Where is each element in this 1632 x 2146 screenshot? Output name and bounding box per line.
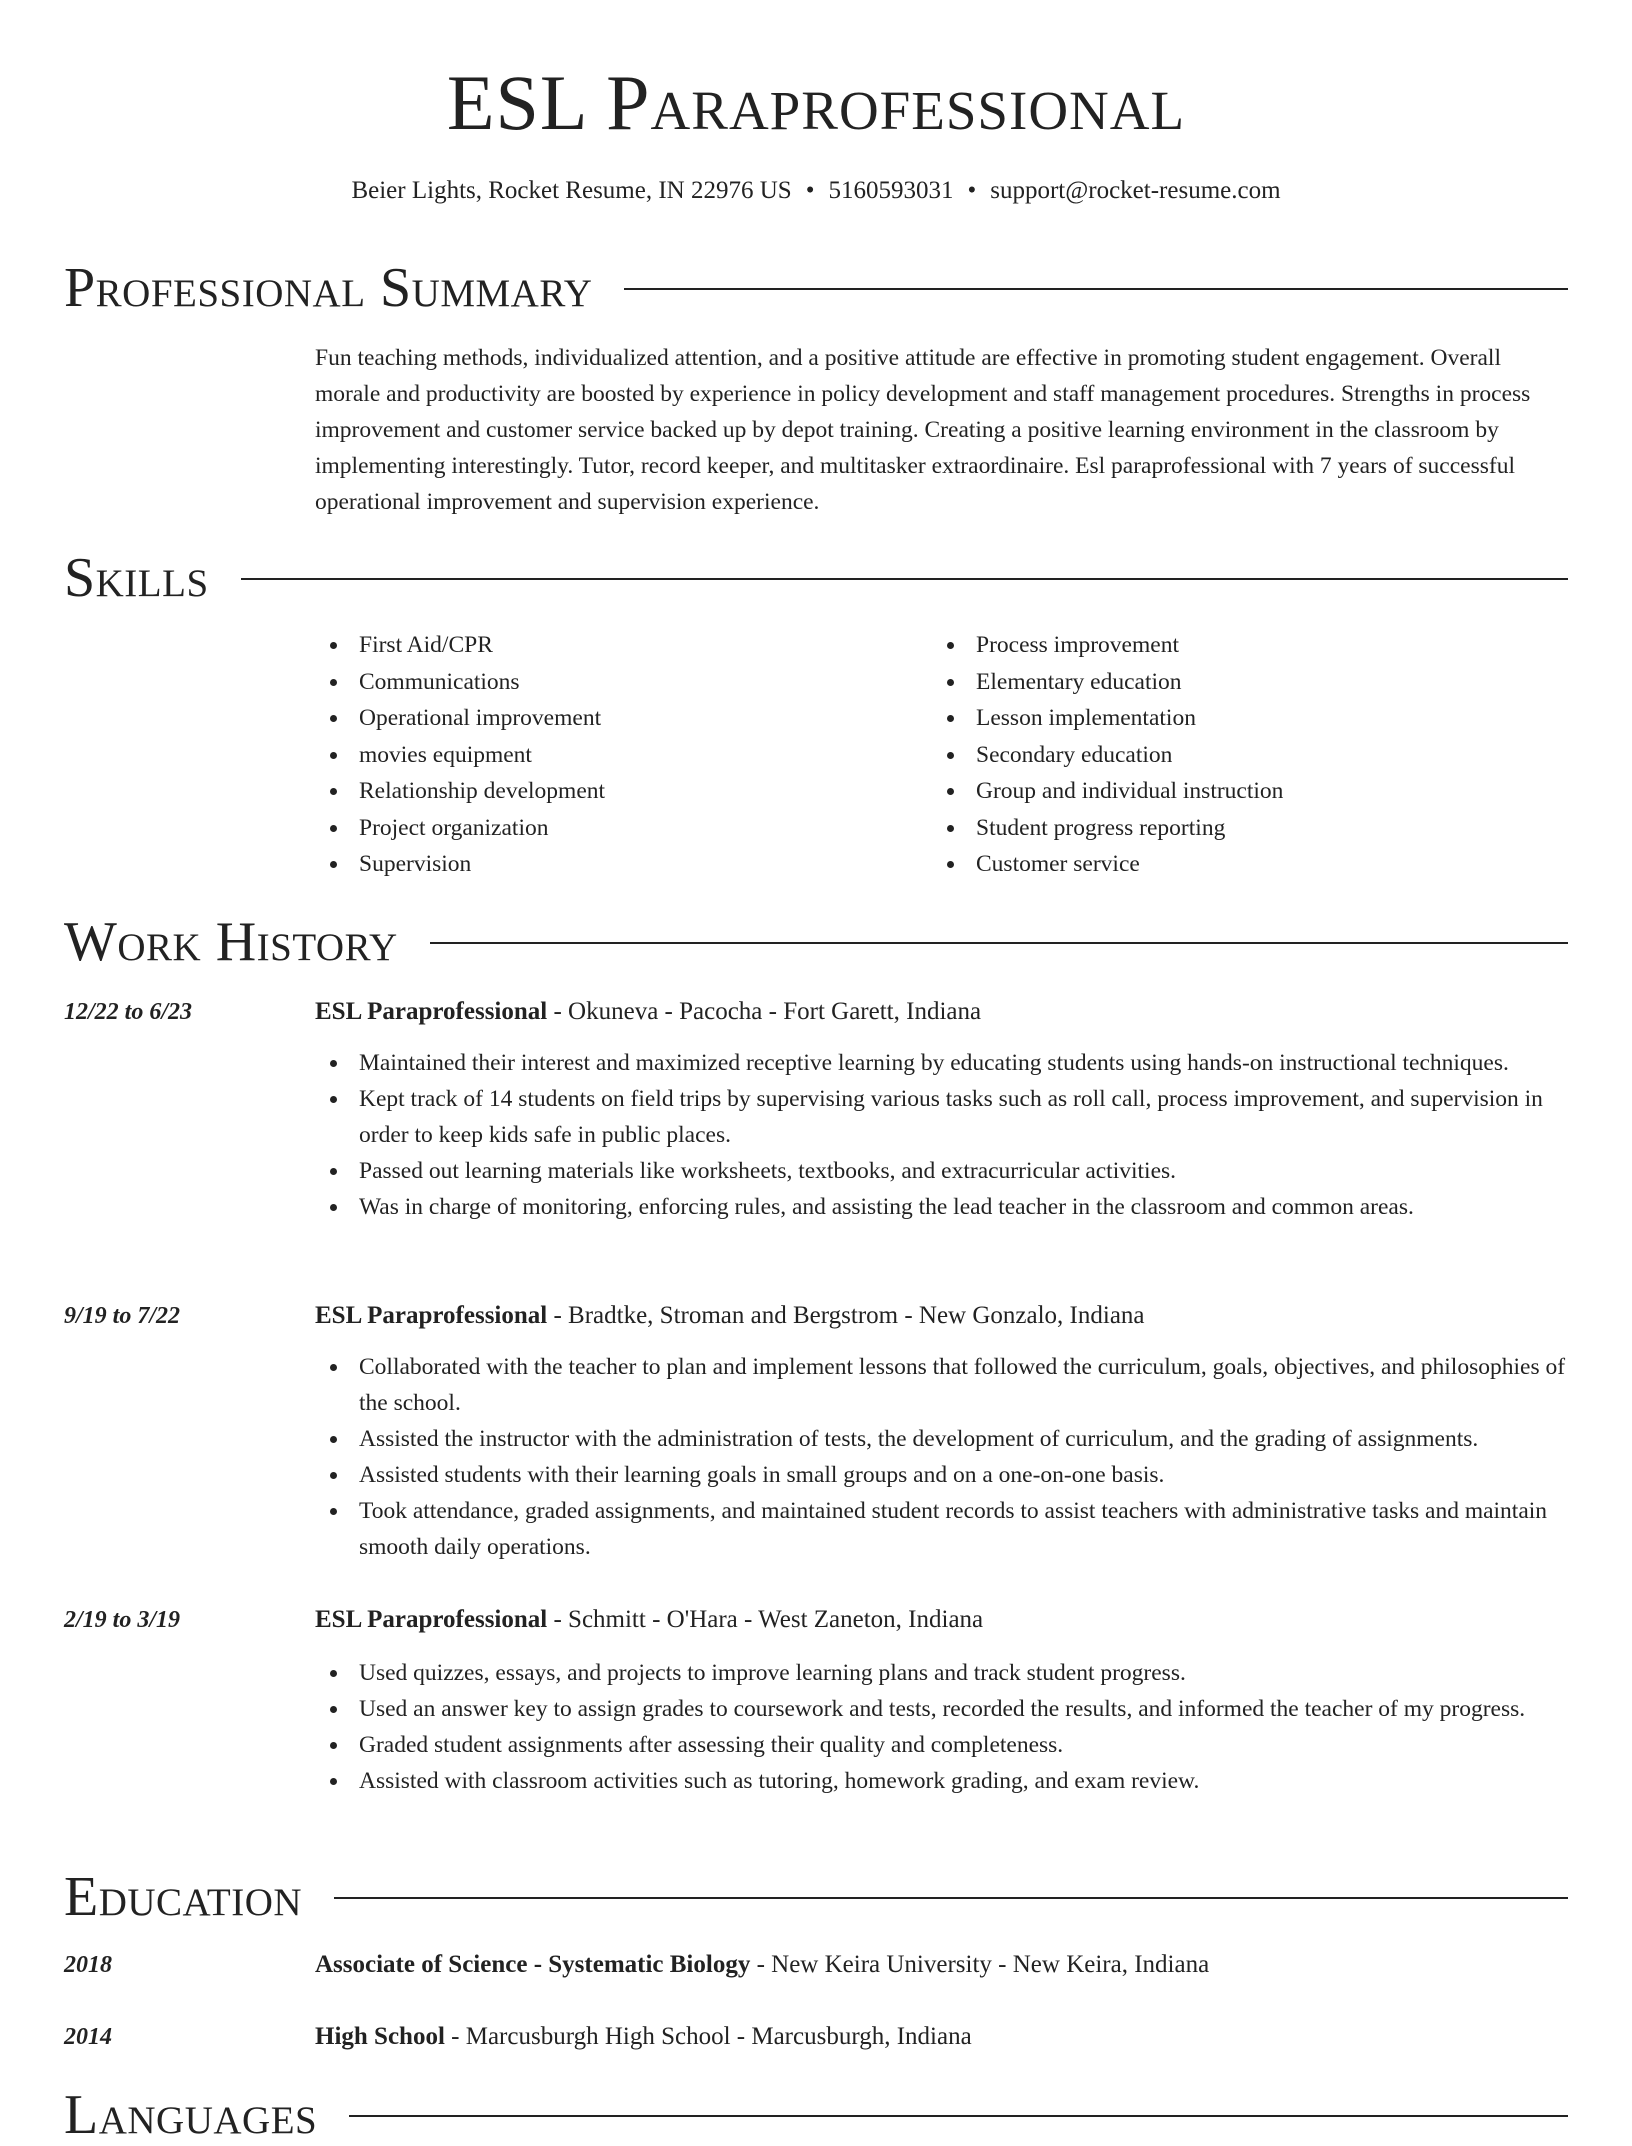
section-rule: [430, 942, 1568, 944]
job-heading: [315, 1603, 1568, 1637]
contact-phone: 5160593031: [828, 177, 954, 204]
skill-item: First Aid/CPR: [315, 627, 915, 664]
education-degree: High School: [315, 2023, 445, 2050]
job-bullets: [315, 1655, 1568, 1799]
job-role: ESL Paraprofessional: [315, 1302, 548, 1329]
contact-email: support@rocket-resume.com: [990, 177, 1281, 204]
contact-line: [0, 176, 1632, 206]
skill-item: Communications: [315, 664, 915, 701]
education-section-title: Education: [64, 1866, 303, 1928]
resume-name: ESL Paraprofessional: [446, 59, 1186, 146]
job-bullet: Assisted with classroom activities such as tutoring, homework grading, and exam review.: [315, 1763, 1568, 1799]
education-details: - New Keira University - New Keira, Indiana: [750, 1951, 1210, 1978]
work-section-header: [64, 911, 1568, 973]
summary-section-header: [64, 257, 1568, 319]
skills-list-left: [315, 627, 915, 883]
skill-item: Customer service: [932, 846, 1552, 883]
job-heading: [315, 995, 1568, 1029]
job-dates: 2/19 to 3/19: [64, 1607, 181, 1633]
job-bullets: [315, 1045, 1568, 1225]
job-bullet: Used quizzes, essays, and projects to improve learning plans and track student progress.: [315, 1655, 1568, 1691]
work-section-title: Work History: [64, 911, 398, 973]
skills-section-header: [64, 547, 1568, 609]
job-bullet: Collaborated with the teacher to plan and implement lessons that followed the curriculum, goals, objectives, and philosophies of the school.: [315, 1349, 1568, 1421]
section-rule: [349, 2115, 1568, 2117]
job-bullet: Assisted students with their learning goals in small groups and on a one-on-one basis.: [315, 1457, 1568, 1493]
job-bullet: Was in charge of monitoring, enforcing rules, and assisting the lead teacher in the classroom and common areas.: [315, 1189, 1568, 1225]
job-dates: 9/19 to 7/22: [64, 1303, 181, 1329]
job-bullet: Kept track of 14 students on field trips by supervising various tasks such as roll call, process improvement, and supervision in order to keep kids safe in public places.: [315, 1081, 1568, 1153]
skill-item: Operational improvement: [315, 700, 915, 737]
job-heading: [315, 1299, 1568, 1333]
skill-item: Student progress reporting: [932, 810, 1552, 847]
job-bullet: Assisted the instructor with the administration of tests, the development of curriculum, and the grading of assignments.: [315, 1421, 1568, 1457]
languages-section-title: Languages: [64, 2084, 318, 2146]
job-bullets: [315, 1349, 1568, 1565]
job-role: ESL Paraprofessional: [315, 1606, 548, 1633]
contact-separator: •: [805, 177, 815, 204]
education-degree: Associate of Science - Systematic Biology: [315, 1951, 751, 1978]
skill-item: Secondary education: [932, 737, 1552, 774]
education-details: - Marcusburgh High School - Marcusburgh, Indiana: [444, 2023, 972, 2050]
skill-item: Group and individual instruction: [932, 773, 1552, 810]
languages-section-header: [64, 2084, 1568, 2146]
contact-separator: •: [967, 177, 977, 204]
education-section-header: [64, 1866, 1568, 1928]
job-details: - Schmitt - O'Hara - West Zaneton, Indiana: [547, 1606, 984, 1633]
summary-section-title: Professional Summary: [64, 257, 593, 319]
skill-item: Project organization: [315, 810, 915, 847]
skill-item: Supervision: [315, 846, 915, 883]
job-bullet: Took attendance, graded assignments, and maintained student records to assist teachers with administrative tasks and maintain smooth daily operations.: [315, 1493, 1568, 1565]
summary-text: Fun teaching methods, individualized attention, and a positive attitude are effective in promoting student engagement. Overall morale and productivity are boosted by experience in policy development and staff management procedures. Strengths in process improvement and customer service backed up by depot training. Creating a positive learning environment in the classroom by implementing interestingly. Tutor, record keeper, and multitasker extraordinaire. Esl paraprofessional with 7 years of successful operational improvement and supervision experience.: [315, 345, 1531, 515]
contact-address: Beier Lights, Rocket Resume, IN 22976 US: [351, 177, 792, 204]
job-bullet: Used an answer key to assign grades to coursework and tests, recorded the results, and informed the teacher of my progress.: [315, 1691, 1568, 1727]
skill-item: Relationship development: [315, 773, 915, 810]
education-heading: [315, 1948, 1568, 1982]
job-details: - Okuneva - Pacocha - Fort Garett, Indiana: [547, 998, 982, 1025]
job-details: - Bradtke, Stroman and Bergstrom - New Gonzalo, Indiana: [547, 1302, 1145, 1329]
education-heading: [315, 2020, 1568, 2054]
skills-section-title: Skills: [64, 547, 209, 609]
job-bullet: Passed out learning materials like worksheets, textbooks, and extracurricular activities.: [315, 1153, 1568, 1189]
skill-item: Process improvement: [932, 627, 1552, 664]
education-year: 2014: [64, 2024, 112, 2050]
job-role: ESL Paraprofessional: [315, 998, 548, 1025]
job-dates: 12/22 to 6/23: [64, 999, 193, 1025]
job-bullet: Maintained their interest and maximized receptive learning by educating students using hands-on instructional techniques.: [315, 1045, 1568, 1081]
skill-item: Lesson implementation: [932, 700, 1552, 737]
skill-item: Elementary education: [932, 664, 1552, 701]
job-bullet: Graded student assignments after assessing their quality and completeness.: [315, 1727, 1568, 1763]
section-rule: [241, 578, 1568, 580]
section-rule: [334, 1897, 1568, 1899]
skills-list-right: [932, 627, 1552, 883]
section-rule: [624, 288, 1568, 290]
education-year: 2018: [64, 1952, 112, 1978]
skill-item: movies equipment: [315, 737, 915, 774]
